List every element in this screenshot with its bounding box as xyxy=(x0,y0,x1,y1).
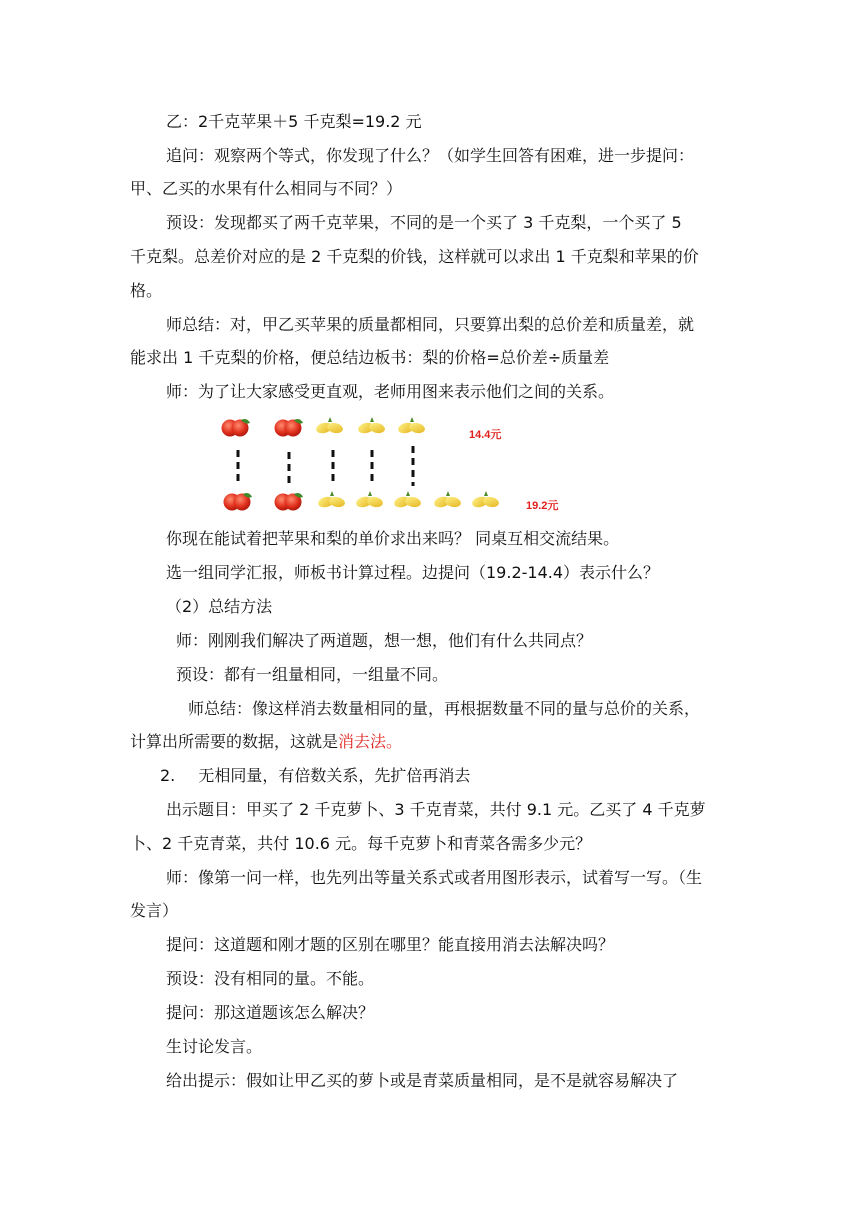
line-expectation-2: 预设：都有一组量相同，一组量不同。 xyxy=(176,665,449,684)
line-teacher-instruction: 师：像第一问一样，也先列出等量关系式或者用图形表示，试着写一写。（生 xyxy=(166,868,703,887)
line-follow-up-question: 追问：观察两个等式，你发现了什么？（如学生回答有困难，进一步提问： xyxy=(166,146,695,165)
pear-icon xyxy=(357,417,386,435)
line-teacher-summary-2: 师总结：像这样消去数量相同的量，再根据数量不同的量与总价的关系， xyxy=(188,699,701,718)
price-label-top: 14.4元 xyxy=(469,429,502,441)
pear-icon xyxy=(317,491,346,509)
line-problem: 出示题目：甲买了 2 千克萝卜、3 千克青菜，共付 9.1 元。乙买了 4 千克萝 xyxy=(166,800,706,819)
elimination-method-term: 消去法。 xyxy=(338,732,403,751)
line-report: 选一组同学汇报，师板书计算过程。边提问（19.2-14.4）表示什么？ xyxy=(166,563,660,582)
apple-icon xyxy=(224,493,253,511)
apple-icon xyxy=(275,419,304,437)
pear-icon xyxy=(315,417,344,435)
line-student-discussion: 生讨论发言。 xyxy=(166,1037,263,1056)
line-teacher-summary-cont: 能求出 1 千克梨的价格，便总结边板书：梨的价格=总价差÷质量差 xyxy=(130,348,610,367)
apple-icon xyxy=(222,419,251,437)
fruit-comparison-figure xyxy=(218,410,598,515)
line-expectation-3: 预设：没有相同的量。不能。 xyxy=(166,969,375,988)
pear-icon xyxy=(355,491,384,509)
pear-icon xyxy=(433,491,462,509)
list-item-2 xyxy=(160,765,470,787)
line-expectation-cont: 千克梨。总差价对应的是 2 千克梨的价钱，这样就可以求出 1 千克梨和苹果的价 xyxy=(130,247,699,266)
line-question-difference: 提问：这道题和刚才题的区别在哪里？能直接用消去法解决吗？ xyxy=(166,935,615,954)
line-teacher-summary: 师总结：对，甲乙买苹果的质量都相同，只要算出梨的总价差和质量差，就 xyxy=(166,315,695,334)
line-question-solve: 提问：那这道题该怎么解决？ xyxy=(166,1003,375,1022)
line-teacher-question: 师：刚刚我们解决了两道题，想一想，他们有什么共同点？ xyxy=(176,631,593,650)
line-expectation: 预设：发现都买了两千克苹果，不同的是一个买了 3 千克梨，一个买了 5 xyxy=(166,213,682,232)
line-problem-cont: 卜、2 千克青菜，共付 10.6 元。每千克萝卜和青菜各需多少元？ xyxy=(130,834,592,853)
pear-icon xyxy=(471,491,500,509)
elimination-method-text: 计算出所需要的数据，这就是 xyxy=(130,732,339,751)
line-equation-yi: 乙：2千克苹果＋5 千克梨=19.2 元 xyxy=(166,112,422,131)
list-item-title: 无相同量，有倍数关系，先扩倍再消去 xyxy=(198,766,471,785)
apple-icon xyxy=(275,493,304,511)
line-task-prompt: 你现在能试着把苹果和梨的单价求出来吗？ 同桌互相交流结果。 xyxy=(166,529,620,548)
line-teacher-figure-intro: 师：为了让大家感受更直观，老师用图来表示他们之间的关系。 xyxy=(166,382,615,401)
line-follow-up-question-cont: 甲、乙买的水果有什么相同与不同？） xyxy=(130,179,403,198)
list-item-number: 2. xyxy=(160,766,176,785)
pear-icon xyxy=(397,417,426,435)
connector-dashes xyxy=(238,446,413,486)
price-label-bottom: 19.2元 xyxy=(526,500,559,512)
line-expectation-end: 格。 xyxy=(130,281,163,300)
line-hint: 给出提示：假如让甲乙买的萝卜或是青菜质量相同，是不是就容易解决了 xyxy=(166,1071,679,1090)
line-elimination-method xyxy=(130,731,402,753)
section-heading-summary-method: （2）总结方法 xyxy=(166,597,273,616)
pear-icon xyxy=(393,491,422,509)
line-teacher-instruction-cont: 发言） xyxy=(130,901,179,920)
